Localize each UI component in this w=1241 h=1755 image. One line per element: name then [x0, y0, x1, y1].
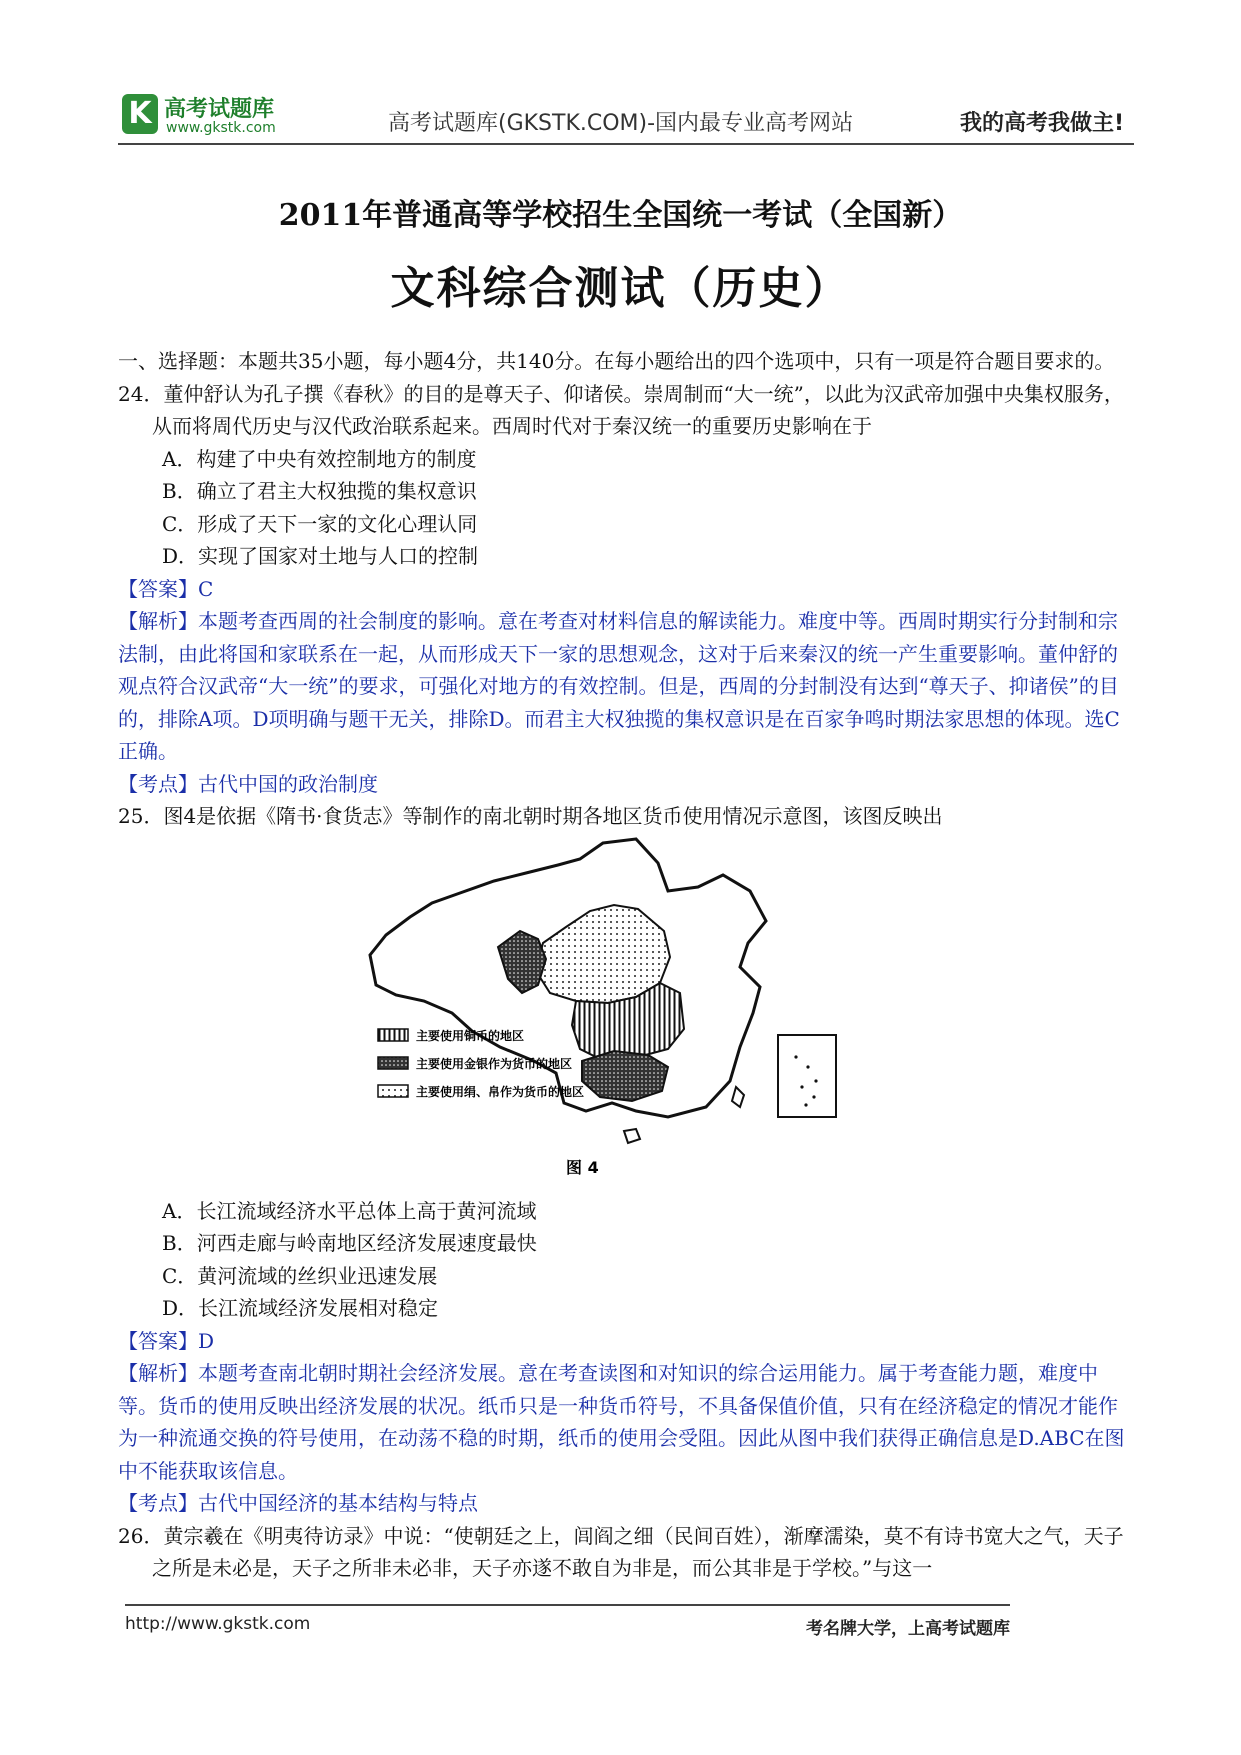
logo-k-icon: K — [122, 94, 158, 134]
figure-caption: 图 4 — [566, 1157, 599, 1177]
question-25-option-b: B．河西走廊与岭南地区经济发展速度最快 — [162, 1231, 537, 1255]
china-currency-map — [368, 835, 888, 1189]
figure-4-map — [118, 833, 1128, 1195]
legend-label-gold-silver: 主要使用金银作为货币的地区 — [416, 1056, 573, 1071]
footer-divider — [125, 1604, 1010, 1606]
header-divider — [118, 143, 1134, 145]
header-slogan: 我的高考我做主! — [959, 111, 1124, 136]
footer-slogan: 考名牌大学，上高考试题库 — [806, 1619, 1010, 1639]
question-25-analysis: 【解析】本题考查南北朝时期社会经济发展。意在考查读图和对知识的综合运用能力。属于考查能力题，难度中等。货币的使用反映出经济发展的状况。纸币只是一种货币符号，不具备保值价值，只有在经济稳定的情况才能作为一种流通交换的符号使用，在动荡不稳的时期，纸币的使用会受阻。因此从图中我们获得正确信息是D.ABC在图中不能获取该信息。 — [118, 1361, 1125, 1483]
question-24-stem: 24．董仲舒认为孔子撰《春秋》的目的是尊天子、仰诸侯。崇周制而“大一统”，以此为汉武帝加强中央集权服务，从而将周代历史与汉代政治联系起来。西周时代对于秦汉统一的重要历史影响在于 — [118, 381, 1124, 438]
site-logo[interactable] — [118, 86, 303, 142]
exam-title: 2011年普通高等学校招生全国统一考试（全国新） — [278, 198, 963, 233]
taiwan-outline — [732, 1087, 744, 1107]
legend-label-copper: 主要使用铜币的地区 — [416, 1028, 525, 1043]
question-24-option-c: C．形成了天下一家的文化心理认同 — [162, 511, 478, 536]
page-footer — [125, 1604, 1010, 1644]
header-site-tagline: 高考试题库(GKSTK.COM)-国内最专业高考网站 — [388, 111, 854, 136]
section-intro: 一、选择题：本题共35小题，每小题4分，共140分。在每小题给出的四个选项中，只有一项是符合题目要求的。 — [118, 349, 1115, 373]
legend-label-silk: 主要使用绢、帛作为货币的地区 — [416, 1084, 585, 1099]
question-24-answer: 【答案】C — [118, 576, 214, 601]
question-24-option-a: A．构建了中央有效控制地方的制度 — [162, 446, 477, 471]
exam-subject-title: 文科综合测试（历史） — [390, 263, 851, 314]
question-26-stem: 26．黄宗羲在《明夷待访录》中说：“使朝廷之上，闾阎之细（民间百姓），渐摩濡染，莫不有诗书宽大之气，天子之所是未必是，天子之所非未必非，天子亦遂不敢自为非是，而公其非是于学校。”与这一 — [118, 1523, 1124, 1580]
question-25-answer: 【答案】D — [118, 1328, 215, 1353]
legend-swatch-gold-silver — [378, 1057, 408, 1069]
logo-name: 高考试题库 — [164, 97, 275, 122]
legend-swatch-copper — [378, 1029, 408, 1041]
question-25-option-c: C．黄河流域的丝织业迅速发展 — [162, 1263, 438, 1288]
question-24-option-d: D．实现了国家对土地与人口的控制 — [162, 544, 479, 568]
question-24-analysis: 【解析】本题考查西周的社会制度的影响。意在考查对材料信息的解读能力。难度中等。西周时期实行分封制和宗法制，由此将国和家联系在一起，从而形成天下一家的思想观念，这对于后来秦汉的统一产生重要影响。董仲舒的观点符合汉武帝“大一统”的要求，可强化对地方的有效控制。但是，西周的分封制没有达到“尊天子、抑诸侯”的目的，排除A项。D项明确与题干无关，排除D。而君主大权独揽的集权意识是在百家争鸣时期法家思想的体现。选C正确。 — [118, 609, 1120, 763]
question-24-point: 【考点】古代中国的政治制度 — [118, 771, 378, 796]
question-25-option-a: A．长江流域经济水平总体上高于黄河流域 — [162, 1198, 537, 1223]
page-header — [118, 86, 1134, 146]
question-24-option-b: B．确立了君主大权独揽的集权意识 — [162, 479, 477, 503]
hainan-outline — [624, 1129, 640, 1143]
legend-swatch-silk — [378, 1085, 408, 1097]
exam-content — [118, 345, 1128, 1585]
question-25-point: 【考点】古代中国经济的基本结构与特点 — [118, 1491, 478, 1515]
logo-url: www.gkstk.com — [166, 120, 276, 136]
lingnan-gold-silver-region — [582, 1051, 668, 1101]
question-25-stem: 25．图4是依据《隋书·食货志》等制作的南北朝时期各地区货币使用情况示意图，该图反映出 — [118, 804, 943, 828]
question-25-option-d: D．长江流域经济发展相对稳定 — [162, 1296, 439, 1320]
footer-url-link[interactable]: http://www.gkstk.com — [125, 1614, 311, 1634]
